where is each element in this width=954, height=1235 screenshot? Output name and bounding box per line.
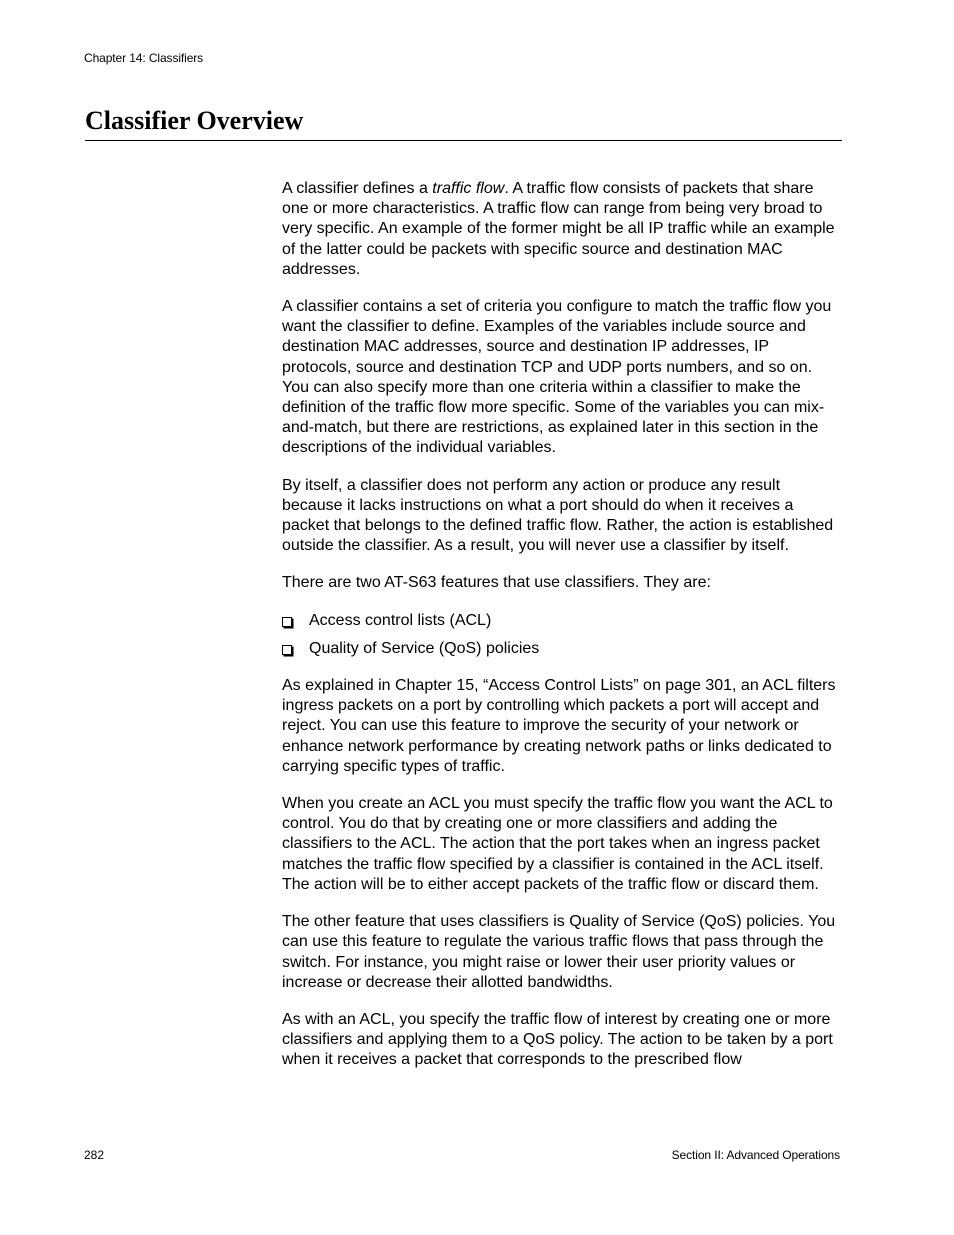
section-title: Classifier Overview: [85, 106, 304, 135]
body-column: [282, 179, 842, 1088]
list-item: [282, 639, 842, 659]
title-rule: [85, 140, 842, 141]
paragraph-1-before: A classifier defines a: [282, 180, 433, 197]
paragraph-1-emphasis: traffic flow: [432, 180, 505, 197]
running-header-chapter: Chapter 14: Classifiers: [84, 51, 204, 65]
running-footer-section: Section II: Advanced Operations: [671, 1148, 840, 1162]
paragraph-4: There are two AT-S63 features that use classifiers. They are:: [282, 574, 711, 592]
list-item-label: Access control lists (ACL): [309, 611, 492, 629]
paragraph-2: A classifier contains a set of criteria you configure to match the traffic flow you want the classifier to define. Examples of the variables include source and destination MAC addresses, source and destination IP addresses, IP protocols, source and destination TCP and UDP ports numbers, and so on. You can also specify more than one criteria within a classifier to make the definition of the traffic flow more specific. Some of the variables you can mix-and-match, but there are restrictions, as explained later in this section in the descriptions of the individual variables.: [282, 298, 832, 457]
paragraph-1-after: . A traffic flow consists of packets that share one or more characteristics. A traffic flow can range from being very broad to very specific. An example of the former might be all IP traffic while an example of the latter could be packets with specific source and destination MAC addresses.: [282, 180, 835, 278]
paragraph-5: As explained in Chapter 15, “Access Control Lists” on page 301, an ACL filters ingress packets on a port by controlling which packets a port will accept and reject. You can use this feature to improve the security of your network or enhance network performance by creating network paths or links dedicated to carrying specific types of traffic.: [282, 677, 836, 775]
list-item: [282, 611, 842, 631]
paragraph-8: As with an ACL, you specify the traffic flow of interest by creating one or more classifiers and applying them to a QoS policy. The action to be taken by a port when it receives a packet that corresponds to the prescribed flow: [282, 1010, 833, 1069]
page-number: 282: [84, 1148, 105, 1162]
paragraph-1: [282, 179, 842, 280]
feature-list: [282, 611, 842, 659]
paragraph-7: The other feature that uses classifiers is Quality of Service (QoS) policies. You can use this feature to regulate the various traffic flows that pass through the switch. For instance, you might raise or lower their user priority values or increase or decrease their allotted bandwidths.: [282, 913, 836, 991]
paragraph-3: By itself, a classifier does not perform any action or produce any result because it lacks instructions on what a port should do when it receives a packet that belongs to the defined traffic flow. Rather, the action is established outside the classifier. As a result, you will never use a classifier by itself.: [282, 476, 834, 555]
paragraph-6: When you create an ACL you must specify the traffic flow you want the ACL to control. You do that by creating one or more classifiers and adding the classifiers to the ACL. The action that the port takes when an ingress packet matches the traffic flow specified by a classifier is contained in the ACL itself. The action will be to either accept packets of the traffic flow or discard them.: [282, 795, 833, 893]
checkbox-bullet-icon: [282, 617, 292, 627]
list-item-label: Quality of Service (QoS) policies: [309, 639, 540, 657]
checkbox-bullet-icon: [282, 645, 292, 655]
